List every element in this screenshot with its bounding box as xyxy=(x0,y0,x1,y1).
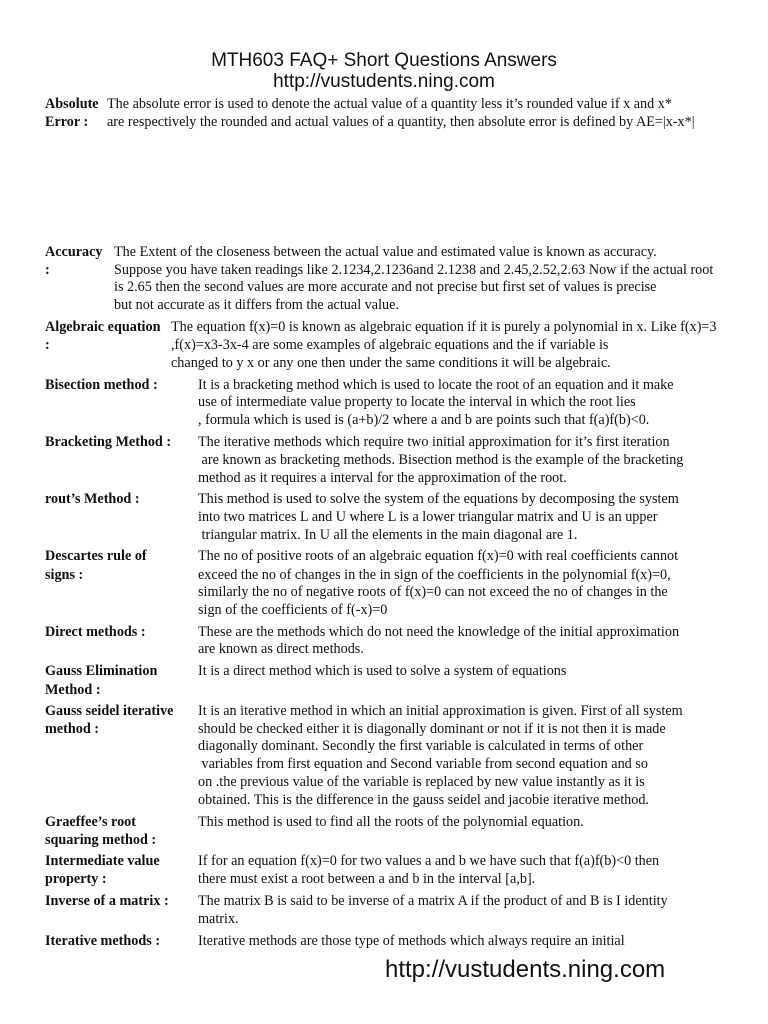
term-graeffe-2: squaring method : xyxy=(45,832,157,848)
term-gauss-elimination-2: Method : xyxy=(45,682,101,698)
def-line: The absolute error is used to denote the actual value of a quantity less it’s rounded value if x and x* xyxy=(107,96,672,112)
def-line: use of intermediate value property to locate the interval in which the root lies xyxy=(198,394,636,410)
term-gauss-seidel-1: Gauss seidel iterative xyxy=(45,703,174,719)
def-line: into two matrices L and U where L is a lower triangular matrix and U is an upper xyxy=(198,509,658,525)
def-line: ,f(x)=x3-3x-4 are some examples of algebraic equations and the if variable is xyxy=(171,337,609,353)
page-title: MTH603 FAQ+ Short Questions Answers xyxy=(211,50,557,71)
def-line: Suppose you have taken readings like 2.1234,2.1236and 2.1238 and 2.45,2.52,2.63 Now if the actual root xyxy=(114,262,714,278)
term-crouts-method: rout’s Method : xyxy=(45,491,140,507)
term-algebraic-equation-2: : xyxy=(45,337,50,353)
def-line: are known as bracketing methods. Bisection method is the example of the bracketing xyxy=(198,452,684,468)
def-line: is 2.65 then the second values are more accurate and not precise but first set of values is precise xyxy=(114,279,657,295)
def-line: This method is used to find all the roots of the polynomial equation. xyxy=(198,814,584,830)
def-line: diagonally dominant. Secondly the first variable is calculated in terms of other xyxy=(198,738,644,754)
term-direct-methods: Direct methods : xyxy=(45,624,146,640)
term-descartes-rule-2: signs : xyxy=(45,567,84,583)
header-url: http://vustudents.ning.com xyxy=(273,71,495,92)
term-descartes-rule-1: Descartes rule of xyxy=(45,548,147,564)
def-line: The Extent of the closeness between the actual value and estimated value is known as accuracy. xyxy=(114,244,657,260)
def-line: The iterative methods which require two initial approximation for it’s first iteration xyxy=(198,434,670,450)
def-line: triangular matrix. In U all the elements in the main diagonal are 1. xyxy=(198,527,578,543)
def-line: It is an iterative method in which an initial approximation is given. First of all system xyxy=(198,703,683,719)
def-line: obtained. This is the difference in the gauss seidel and jacobie iterative method. xyxy=(198,792,649,808)
def-line: It is a bracketing method which is used to locate the root of an equation and it make xyxy=(198,377,674,393)
def-line: matrix. xyxy=(198,911,239,927)
def-line: on .the previous value of the variable is replaced by new value instantly as it is xyxy=(198,774,645,790)
def-line: are known as direct methods. xyxy=(198,641,364,657)
term-bracketing-method: Bracketing Method : xyxy=(45,434,172,450)
def-line: Iterative methods are those type of methods which always require an initial xyxy=(198,933,625,949)
term-gauss-elimination-1: Gauss Elimination xyxy=(45,663,158,679)
def-line: changed to y x or any one then under the same conditions it will be algebraic. xyxy=(171,355,611,371)
def-line: The matrix B is said to be inverse of a matrix A if the product of and B is I identity xyxy=(198,893,668,909)
term-inverse-matrix: Inverse of a matrix : xyxy=(45,893,169,909)
term-intermediate-value-1: Intermediate value xyxy=(45,853,160,869)
def-line: The no of positive roots of an algebraic equation f(x)=0 with real coefficients cannot xyxy=(198,548,679,564)
footer-url: http://vustudents.ning.com xyxy=(385,956,666,983)
def-line: method as it requires a interval for the approximation of the root. xyxy=(198,470,567,486)
def-line: variables from first equation and Second variable from second equation and so xyxy=(198,756,648,772)
term-accuracy-2: : xyxy=(45,262,50,278)
def-line: If for an equation f(x)=0 for two values a and b we have such that f(a)f(b)<0 then xyxy=(198,853,660,869)
def-line: exceed the no of changes in the in sign of the coefficients in the polynomial f(x)=0, xyxy=(198,567,671,583)
def-line: It is a direct method which is used to solve a system of equations xyxy=(198,663,567,679)
term-graeffe-1: Graeffee’s root xyxy=(45,814,136,830)
def-line: there must exist a root between a and b in the interval [a,b]. xyxy=(198,871,536,887)
def-line: , formula which is used is (a+b)/2 where a and b are points such that f(a)f(b)<0. xyxy=(198,412,650,428)
term-iterative-methods: Iterative methods : xyxy=(45,933,161,949)
def-line: sign of the coefficients of f(-x)=0 xyxy=(198,602,388,618)
term-absolute-error-2: Error : xyxy=(45,114,89,130)
def-line: should be checked either it is diagonally dominant or not if it is not then it is made xyxy=(198,721,666,737)
def-line: The equation f(x)=0 is known as algebraic equation if it is purely a polynomial in x. Like f(x)=3 xyxy=(171,319,717,335)
term-algebraic-equation-1: Algebraic equation xyxy=(45,319,161,335)
def-line: are respectively the rounded and actual values of a quantity, then absolute error is defined by AE=|x-x*| xyxy=(107,114,695,130)
def-line: but not accurate as it differs from the actual value. xyxy=(114,297,399,313)
term-gauss-seidel-2: method : xyxy=(45,721,99,737)
def-line: This method is used to solve the system of the equations by decomposing the system xyxy=(198,491,679,507)
def-line: These are the methods which do not need the knowledge of the initial approximation xyxy=(198,624,680,640)
term-bisection-method: Bisection method : xyxy=(45,377,158,393)
def-line: similarly the no of negative roots of f(x)=0 can not exceed the no of changes in the xyxy=(198,584,668,600)
term-intermediate-value-2: property : xyxy=(45,871,107,887)
term-absolute-error-1: Absolute xyxy=(45,96,99,112)
term-accuracy-1: Accuracy xyxy=(45,244,103,260)
